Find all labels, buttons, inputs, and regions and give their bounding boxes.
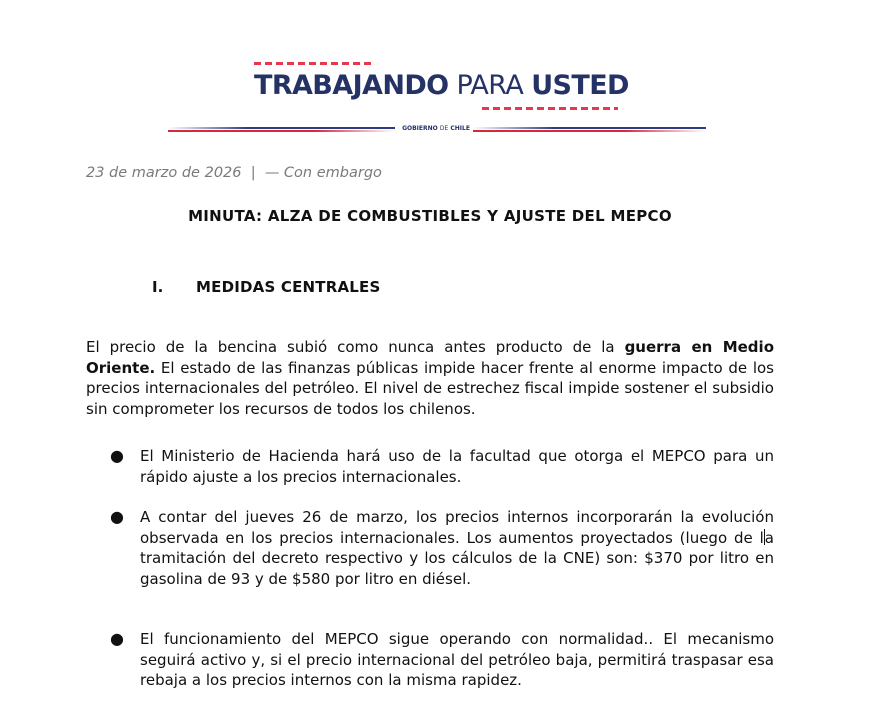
document-title: MINUTA: ALZA DE COMBUSTIBLES Y AJUSTE DEL MEPCO bbox=[188, 207, 672, 225]
bullet-2-text-a: A contar del jueves 26 de marzo, los precios internos incorporarán la evolución observada en los precios internacionales. Los aumentos proyectados (luego de l bbox=[140, 508, 774, 547]
intro-bold-text: guerra en Medio Oriente. bbox=[86, 338, 774, 377]
rule-red-right bbox=[473, 130, 706, 132]
dateline bbox=[86, 165, 382, 181]
header-logo bbox=[254, 62, 629, 110]
intro-paragraph bbox=[86, 337, 774, 419]
bullet-1-text: El Ministerio de Hacienda hará uso de la facultad que otorga el MEPCO para un rápido ajuste a los precios internacionales. bbox=[140, 447, 774, 486]
logo-word-para: PARA bbox=[456, 70, 524, 101]
rule-red-left bbox=[168, 130, 395, 132]
logo-word-trabajando: TRABAJANDO bbox=[254, 70, 449, 101]
bullet-2-text-b: a tramitación del decreto respectivo y los cálculos de la CNE) son: $370 por litro en gasolina de 93 y de $580 por litro en diésel. bbox=[140, 528, 774, 588]
rule-blue-right bbox=[473, 127, 706, 129]
section-title: MEDIDAS CENTRALES bbox=[196, 278, 381, 296]
logo-text bbox=[254, 69, 629, 103]
bullet-3-text: El funcionamiento del MEPCO sigue operando con normalidad.. El mecanismo seguirá activo y, si el precio internacional del petróleo baja, permitirá traspasar esa rebaja a los precios internos con la misma rapidez. bbox=[140, 630, 774, 689]
embargo-note: — Con embargo bbox=[264, 165, 382, 181]
bullet-2-text bbox=[140, 507, 774, 589]
logo-dash-top bbox=[254, 62, 372, 65]
date-separator: | bbox=[250, 165, 256, 181]
logo-dash-bottom bbox=[482, 107, 618, 110]
gov-label-3: CHILE bbox=[450, 125, 470, 132]
government-rule bbox=[168, 126, 706, 134]
bullet-1-marker: ● bbox=[110, 446, 124, 465]
logo-word-usted: USTED bbox=[531, 70, 629, 101]
intro-text-2: El estado de las finanzas públicas impide hacer frente al enorme impacto de los precios internacionales del petróleo. El nivel de estrechez fiscal impide sostener el subsidio sin comprometer los recursos de todos los chilenos. bbox=[86, 358, 774, 418]
section-number: I. bbox=[152, 278, 164, 296]
date: 23 de marzo de 2026 bbox=[86, 165, 242, 181]
bullet-2-marker: ● bbox=[110, 507, 124, 526]
rule-blue-left bbox=[168, 127, 395, 129]
gobierno-de-chile-label bbox=[397, 125, 475, 133]
gov-label-2: DE bbox=[439, 125, 449, 132]
bullet-3-marker: ● bbox=[110, 629, 124, 648]
intro-text-1: El precio de la bencina subió como nunca antes producto de la bbox=[86, 338, 625, 356]
gov-label-1: GOBIERNO bbox=[402, 125, 438, 132]
